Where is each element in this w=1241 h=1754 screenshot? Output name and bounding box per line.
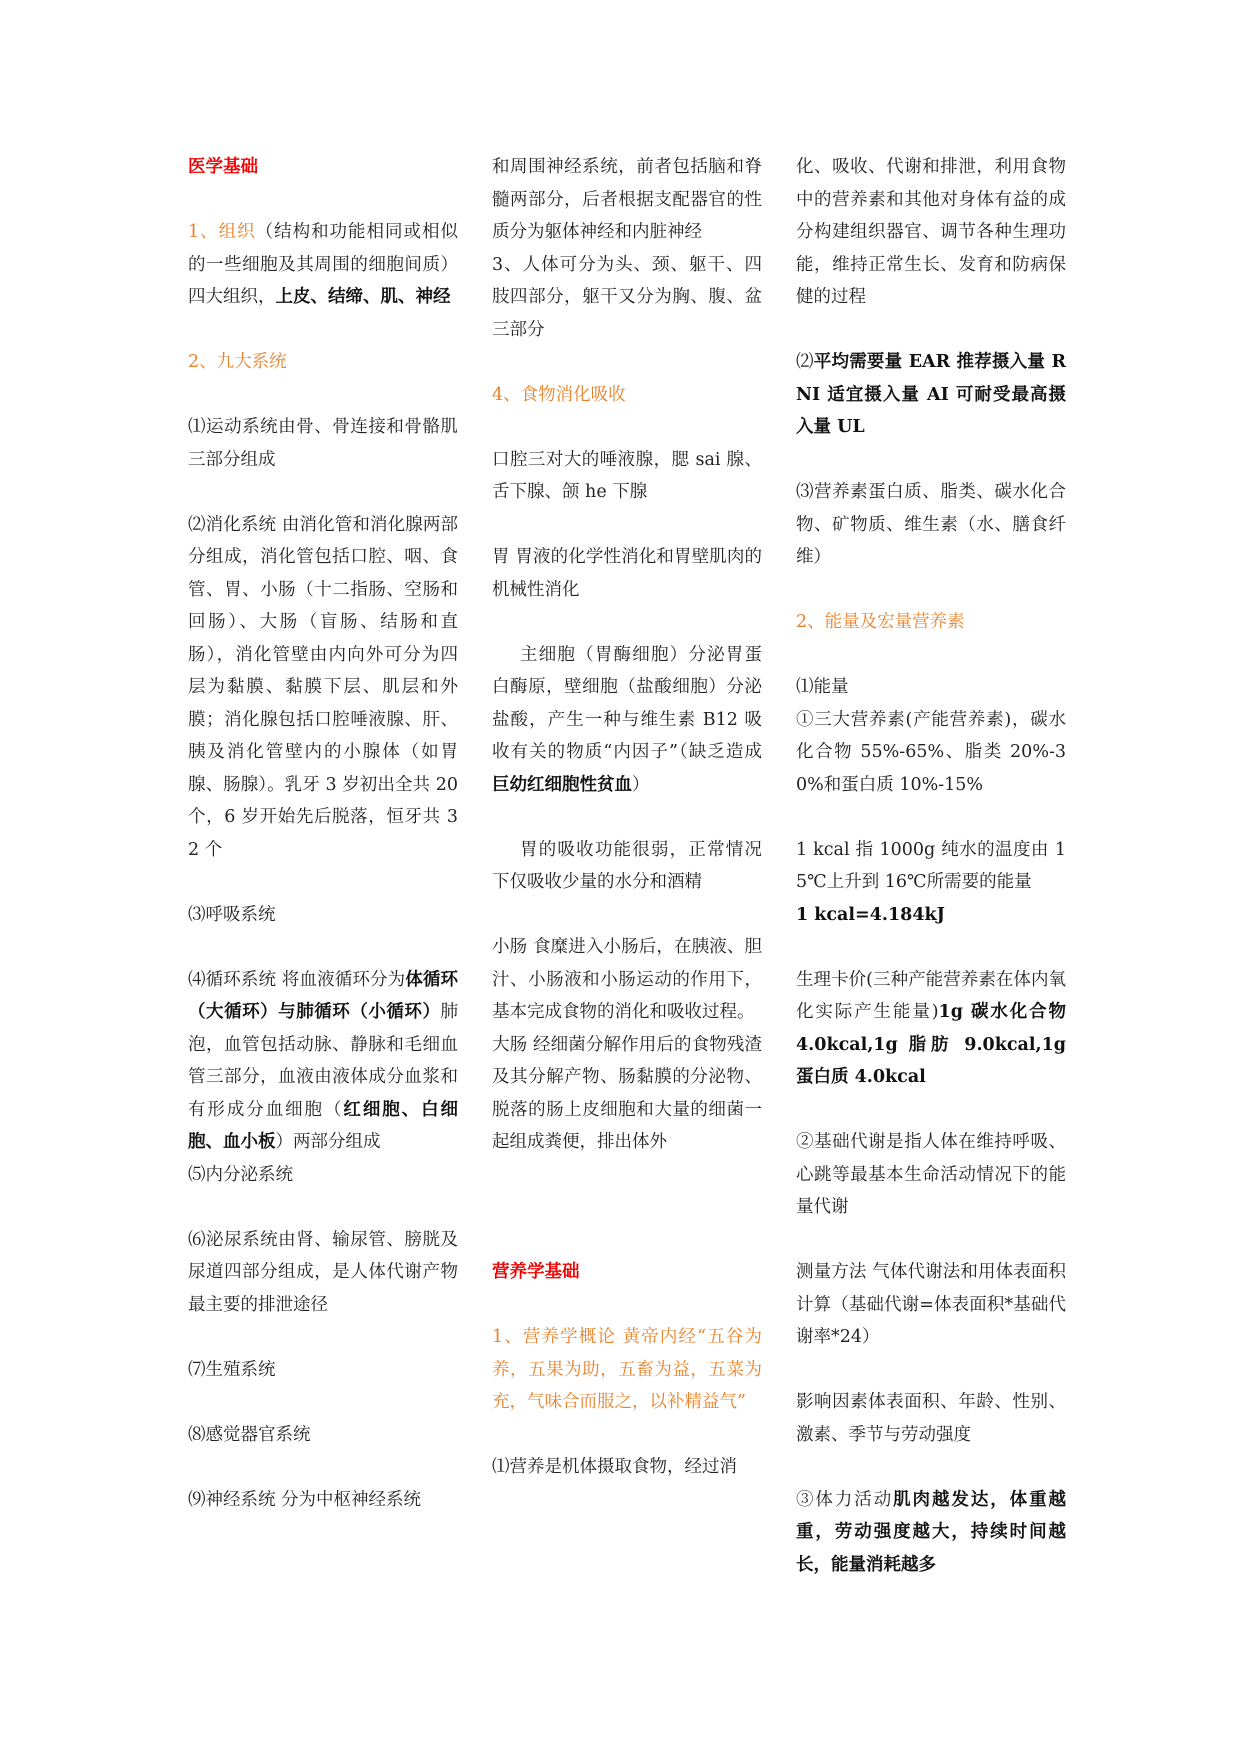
paragraph-circulatory-system — [188, 964, 458, 1159]
section-title-2: 营养学基础 — [492, 1262, 580, 1282]
paragraph-chief-cells — [492, 639, 762, 802]
text-chief-cells-c: ） — [632, 774, 650, 795]
paragraph-urinary-system: ⑹泌尿系统由肾、输尿管、膀胱及尿道四部分组成，是人体代谢产物最主要的排泄途径 — [188, 1229, 458, 1315]
text-circulatory-c: 肺泡，血管包括动脉、静脉和毛细血管三部分，血液由液体成分血浆和有形成分血细胞（ — [188, 1002, 458, 1120]
bold-anemia: 巨幼红细胞性贫血 — [492, 774, 632, 795]
paragraph-three-nutrients: ①三大营养素(产能营养素)，碳水化合物 55%-65%、脂类 20%-30%和蛋白质 10%-15% — [796, 709, 1066, 795]
bold-blood-cells: 红细胞、白细胞、血小板 — [188, 1099, 459, 1152]
paragraph-physical-activity — [796, 1484, 1066, 1582]
paragraph-stomach-absorption: 胃的吸收功能很弱，正常情况下仅吸收少量的水分和酒精 — [492, 839, 762, 892]
bold-circulation-types: 体循环（大循环）与肺循环（小循环） — [188, 969, 459, 1022]
paragraph-energy-label: ⑴能量 — [796, 677, 849, 697]
heading-nine-systems-text: 2、九大系统 — [188, 352, 287, 372]
section-title-medical-basics — [188, 151, 458, 184]
paragraph-nutrition-continued: 化、吸收、代谢和排泄，利用食物中的营养素和其他对身体有益的成分构建组织器官、调节各种生理功能，维持正常生长、发育和防病保健的过程 — [796, 157, 1066, 307]
bold-kcal-conversion: 1 kcal=4.184kJ — [796, 904, 945, 925]
heading-energy — [796, 606, 1066, 639]
text-circulatory-a: ⑷循环系统 将血液循环分为 — [188, 969, 406, 990]
section-title-nutrition-basics — [492, 1256, 762, 1289]
paragraph-sensory-system: ⑻感觉器官系统 — [188, 1424, 311, 1445]
column-3 — [796, 151, 1066, 1614]
bold-four-tissues: 上皮、结缔、肌、神经 — [275, 287, 451, 307]
heading-digestion — [492, 379, 762, 412]
paragraph-measurement: 测量方法 气体代谢法和用体表面积计算（基础代谢=体表面积*基础代谢率*24） — [796, 1262, 1066, 1347]
bold-physical-activity: 肌肉越发达，体重越重，劳动强度越大，持续时间越长，能量消耗越多 — [796, 1489, 1067, 1575]
paragraph-salivary-glands: 口腔三对大的唾液腺，腮 sai 腺、舌下腺、颌 he 下腺 — [492, 449, 762, 502]
text-kcal-definition: 1 kcal 指 1000g 纯水的温度由 15℃上升到 16℃所需要的能量 — [796, 839, 1066, 892]
paragraph-tissue — [188, 216, 458, 314]
heading-nine-systems — [188, 346, 458, 379]
paragraph-stomach: 胃 胃液的化学性消化和胃壁肌肉的机械性消化 — [492, 547, 762, 600]
paragraph-intake-levels — [796, 346, 1066, 444]
bold-calorie-values: 1g 碳水化合物 4.0kcal,1g 脂肪 9.0kcal,1g 蛋白质 4.0kcal — [796, 1002, 1066, 1087]
text-physical-activity: ③体力活动 — [796, 1489, 894, 1510]
paragraph-basal-metabolism: ②基础代谢是指人体在维持呼吸、心跳等最基本生命活动情况下的能量代谢 — [796, 1132, 1066, 1217]
paragraph-respiratory-system: ⑶呼吸系统 — [188, 904, 276, 925]
paragraph-endocrine-system: ⑸内分泌系统 — [188, 1164, 293, 1185]
paragraph-small-intestine: 小肠 食糜进入小肠后，在胰液、胆汁、小肠液和小肠运动的作用下，基本完成食物的消化和吸收过程。 — [492, 937, 762, 1022]
text-intake-index: ⑵ — [796, 352, 814, 372]
paragraph-reproductive-system: ⑺生殖系统 — [188, 1359, 276, 1380]
heading-digestion-text: 4、食物消化吸收 — [492, 384, 626, 405]
bold-intake-levels: 平均需要量 EAR 推荐摄入量 RNI 适宜摄入量 AI 可耐受最高摄入量 UL — [796, 352, 1067, 437]
paragraph-body-parts: 3、人体可分为头、颈、躯干、四肢四部分，躯干又分为胸、腹、盆三部分 — [492, 254, 762, 340]
heading-nutrition-overview — [492, 1321, 762, 1419]
heading-tissue: 1、组织 — [188, 222, 256, 242]
column-2 — [492, 151, 762, 1516]
paragraph-kcal-definition — [796, 834, 1066, 932]
text-circulatory-e: ）两部分组成 — [275, 1132, 381, 1152]
paragraph-physiological-calorie — [796, 964, 1066, 1094]
paragraph-nutrients: ⑶营养素蛋白质、脂类、碳水化合物、矿物质、维生素（水、膳食纤维） — [796, 482, 1066, 567]
text-tissue: （结构和功能相同或相似的一些细胞及其周围的细胞间质） 四大组织， — [188, 222, 458, 307]
paragraph-nutrition-definition: ⑴营养是机体摄取食物，经过消 — [492, 1457, 737, 1477]
text-chief-cells-a: 主细胞（胃酶细胞）分泌胃蛋白酶原，壁细胞（盐酸细胞）分泌盐酸，产生一种与维生素 B12 吸收有关的物质“内因子”（缺乏造成 — [492, 644, 762, 762]
paragraph-nervous-system: ⑼神经系统 分为中枢神经系统 — [188, 1489, 422, 1510]
text-physiological-calorie: 生理卡价(三种产能营养素在体内氧化实际产生能量) — [796, 969, 1066, 1022]
paragraph-nervous-continued: 和周围神经系统，前者包括脑和脊髓两部分，后者根据支配器官的性质分为躯体神经和内脏神经 — [492, 157, 762, 242]
heading-nutrition-overview-text: 1、营养学概论 黄帝内经“五谷为养，五果为助，五畜为益，五菜为充，气味合而服之，以补精益气” — [492, 1327, 762, 1412]
paragraph-influencing-factors: 影响因素体表面积、年龄、性别、激素、季节与劳动强度 — [796, 1392, 1066, 1445]
paragraph-large-intestine: 大肠 经细菌分解作用后的食物残渣及其分解产物、肠黏膜的分泌物、脱落的肠上皮细胞和大量的细菌一起组成粪便，排出体外 — [492, 1034, 762, 1152]
column-1 — [188, 151, 458, 1549]
heading-energy-text: 2、能量及宏量营养素 — [796, 612, 965, 632]
paragraph-motor-system: ⑴运动系统由骨、骨连接和骨骼肌三部分组成 — [188, 417, 458, 470]
section-title: 医学基础 — [188, 157, 258, 177]
paragraph-digestive-system: ⑵消化系统 由消化管和消化腺两部分组成，消化管包括口腔、咽、食管、胃、小肠（十二指肠、空肠和回肠）、大肠（盲肠、结肠和直肠），消化管壁由内向外可分为四层为黏膜、黏膜下层、肌层和外膜；消化腺包括口腔唾液腺、肝、胰及消化管壁内的小腺体（如胃腺、肠腺）。乳牙 3 岁初出全共 20 个，6 岁开始先后脱落，恒牙共 32 个 — [188, 514, 458, 860]
